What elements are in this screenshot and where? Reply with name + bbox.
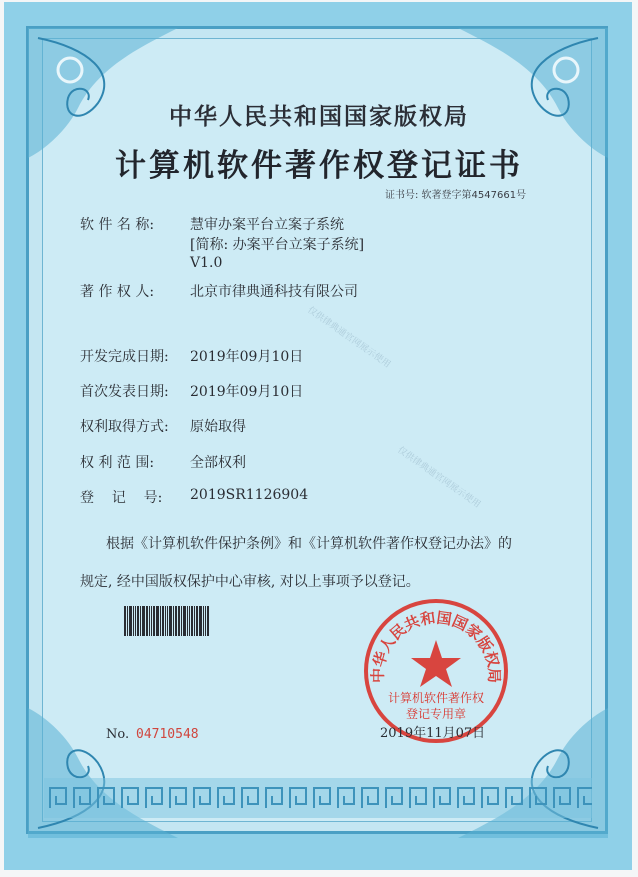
barcode-bar [196,606,198,636]
barcode-bar [135,606,136,636]
barcode-bar [205,606,206,636]
barcode-bar [153,606,155,636]
barcode-bar [151,606,152,636]
barcode-bar [175,606,177,636]
barcode-bar [173,606,174,636]
software-name-value: 慧审办案平台立案子系统 [190,217,344,233]
barcode-bar [203,606,204,636]
barcode-bar [165,606,166,636]
serial-label: No. [106,727,130,742]
barcode-bar [127,606,128,636]
barcode-bar [199,606,202,636]
barcode-bar [129,606,132,636]
watermark-text: 仅供律典通官网展示使用 [395,445,483,511]
seal-star-icon [411,640,461,687]
registration-number: 2019SR1126904 [190,487,309,503]
acquire-value: 原始取得 [190,419,246,435]
dev-date-value: 2019年09月10日 [190,349,304,365]
corner-ornament-top-right [458,28,608,158]
barcode [124,606,210,636]
owner-label: 著 作 权 人: [80,284,155,300]
meander-border-band [44,778,592,818]
scope-value: 全部权利 [190,455,246,471]
seal-line-1: 计算机软件著作权 [387,691,485,705]
barcode-bar [189,606,190,636]
barcode-bar [183,606,186,636]
pub-date-label: 首次发表日期: [80,384,169,400]
barcode-bar [156,606,159,636]
barcode-bar [137,606,139,636]
registration-label: 登 记 号: [80,490,163,506]
certificate-number: 证书号: 软著登字第4547661号 [385,190,527,201]
barcode-bar [167,606,168,636]
short-name-value: [简称: 办案平台立案子系统] [190,237,365,253]
barcode-bar [194,606,195,636]
barcode-bar [160,606,161,636]
watermark-text: 仅供律典通官网展示使用 [305,305,393,371]
barcode-bar [124,606,126,636]
barcode-bar [146,606,148,636]
barcode-bar [149,606,150,636]
legal-basis-line-1: 根据《计算机软件保护条例》和《计算机软件著作权登记办法》的 [106,536,512,552]
scope-label: 权 利 范 围: [80,455,155,471]
issue-date: 2019年11月07日 [380,726,486,741]
barcode-bar [133,606,134,636]
serial-number: 04710548 [136,727,199,742]
barcode-bar [178,606,180,636]
dev-date-label: 开发完成日期: [80,349,169,365]
software-name-label: 软 件 名 称: [80,217,155,233]
corner-ornament-top-left [28,28,178,158]
issuer-heading: 中华人民共和国国家版权局 [169,104,469,130]
version-value: V1.0 [190,255,223,271]
barcode-bar [169,606,172,636]
seal-ring-text: 中华人民共和国国家版权局 [368,608,504,684]
barcode-bar [187,606,188,636]
certificate-sheet [4,2,632,870]
legal-basis-line-2: 规定, 经中国版权保护中心审核, 对以上事项予以登记。 [80,574,420,590]
barcode-bar [207,606,209,636]
barcode-bar [191,606,193,636]
acquire-label: 权利取得方式: [80,419,169,435]
pub-date-value: 2019年09月10日 [190,384,304,400]
barcode-bar [140,606,141,636]
barcode-bar [162,606,164,636]
seal-line-2: 登记专用章 [405,707,467,721]
owner-value: 北京市律典通科技有限公司 [190,284,358,300]
certificate-title: 计算机软件著作权登记证书 [115,148,523,184]
barcode-bar [142,606,145,636]
barcode-bar [181,606,182,636]
